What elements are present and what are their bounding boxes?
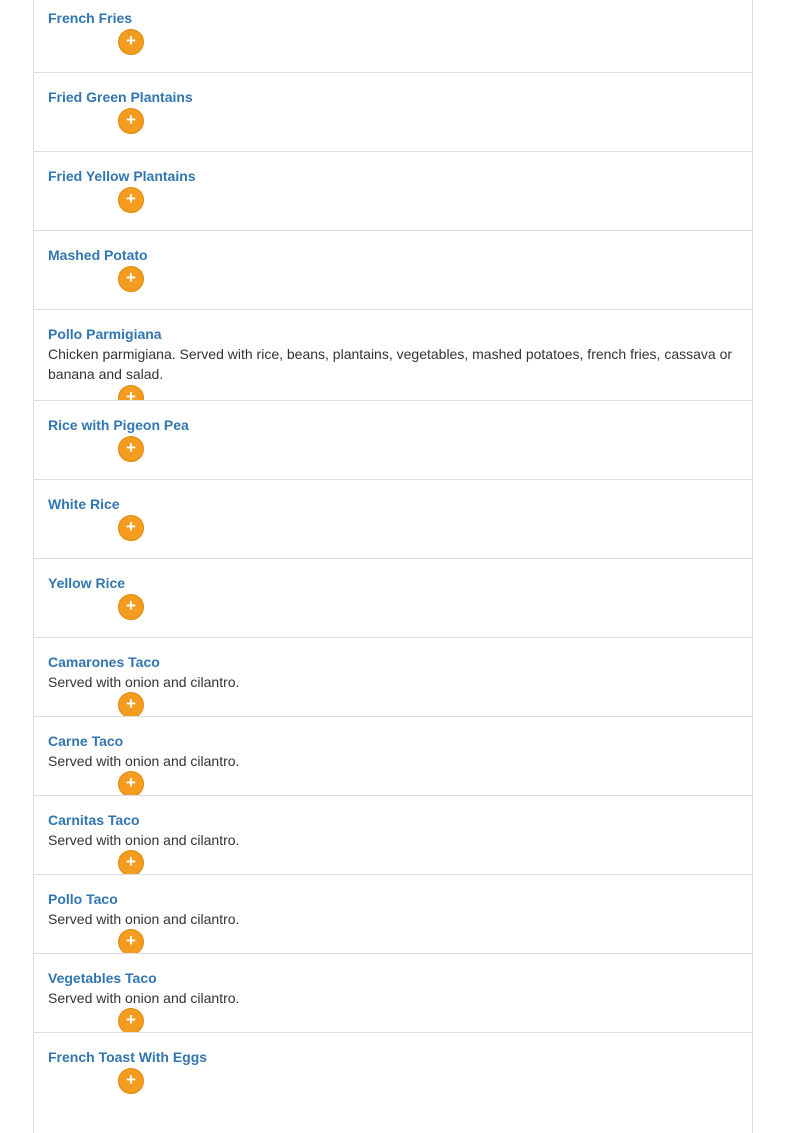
plus-icon: + bbox=[126, 852, 136, 871]
menu-item-name[interactable]: Pollo Taco bbox=[48, 891, 118, 907]
plus-icon: + bbox=[126, 773, 136, 792]
menu-item bbox=[34, 796, 752, 875]
menu-item-description: Served with onion and cilantro. bbox=[48, 674, 240, 690]
menu-item bbox=[34, 717, 752, 796]
add-item-button[interactable] bbox=[118, 771, 144, 796]
menu-item bbox=[34, 1033, 752, 1133]
add-item-button[interactable] bbox=[118, 436, 144, 462]
plus-icon: + bbox=[126, 387, 136, 401]
add-item-button[interactable] bbox=[118, 515, 144, 541]
menu-item-list bbox=[33, 0, 753, 1133]
menu-item-name[interactable]: French Toast With Eggs bbox=[48, 1049, 208, 1065]
add-item-button[interactable] bbox=[118, 1068, 144, 1094]
menu-item-name[interactable]: Mashed Potato bbox=[48, 247, 148, 263]
plus-icon: + bbox=[126, 110, 136, 129]
add-item-button[interactable] bbox=[118, 266, 144, 292]
menu-item-name[interactable]: White Rice bbox=[48, 496, 120, 512]
plus-icon: + bbox=[126, 1010, 136, 1029]
plus-icon: + bbox=[126, 517, 136, 536]
menu-item bbox=[34, 480, 752, 559]
plus-icon: + bbox=[126, 596, 136, 615]
add-item-button[interactable] bbox=[118, 29, 144, 55]
menu-item-name[interactable]: Rice with Pigeon Pea bbox=[48, 417, 189, 433]
menu-item-name[interactable]: Fried Green Plantains bbox=[48, 89, 193, 105]
plus-icon: + bbox=[126, 694, 136, 713]
add-item-button[interactable] bbox=[118, 692, 144, 717]
menu-item-name[interactable]: Vegetables Taco bbox=[48, 970, 157, 986]
plus-icon: + bbox=[126, 31, 136, 50]
add-item-button[interactable] bbox=[118, 187, 144, 213]
menu-item-name[interactable]: Pollo Parmigiana bbox=[48, 326, 162, 342]
menu-item bbox=[34, 401, 752, 480]
menu-item bbox=[34, 0, 752, 73]
menu-item-name[interactable]: Carne Taco bbox=[48, 733, 124, 749]
add-item-button[interactable] bbox=[118, 594, 144, 620]
menu-item bbox=[34, 231, 752, 310]
menu-item bbox=[34, 310, 752, 401]
menu-item-name[interactable]: Camarones Taco bbox=[48, 654, 160, 670]
add-item-button[interactable] bbox=[118, 850, 144, 875]
menu-item bbox=[34, 73, 752, 152]
add-item-button[interactable] bbox=[118, 1008, 144, 1033]
plus-icon: + bbox=[126, 189, 136, 208]
menu-item bbox=[34, 152, 752, 231]
menu-item bbox=[34, 638, 752, 717]
menu-item bbox=[34, 954, 752, 1033]
plus-icon: + bbox=[126, 268, 136, 287]
add-item-button[interactable] bbox=[118, 385, 144, 401]
menu-item-name[interactable]: Yellow Rice bbox=[48, 575, 126, 591]
menu-item-description: Chicken parmigiana. Served with rice, beans, plantains, vegetables, mashed potatoes, french fries, cassava or banana and salad. bbox=[48, 346, 733, 382]
menu-item-description: Served with onion and cilantro. bbox=[48, 911, 240, 927]
plus-icon: + bbox=[126, 931, 136, 950]
menu-item-name[interactable]: Carnitas Taco bbox=[48, 812, 140, 828]
menu-item-description: Served with onion and cilantro. bbox=[48, 753, 240, 769]
menu-item bbox=[34, 559, 752, 638]
menu-item-description: Served with onion and cilantro. bbox=[48, 832, 240, 848]
plus-icon: + bbox=[126, 1070, 136, 1089]
add-item-button[interactable] bbox=[118, 108, 144, 134]
menu-item bbox=[34, 875, 752, 954]
menu-item-name[interactable]: Fried Yellow Plantains bbox=[48, 168, 196, 184]
plus-icon: + bbox=[126, 438, 136, 457]
menu-item-description: Served with onion and cilantro. bbox=[48, 990, 240, 1006]
add-item-button[interactable] bbox=[118, 929, 144, 954]
menu-item-name[interactable]: French Fries bbox=[48, 10, 133, 26]
